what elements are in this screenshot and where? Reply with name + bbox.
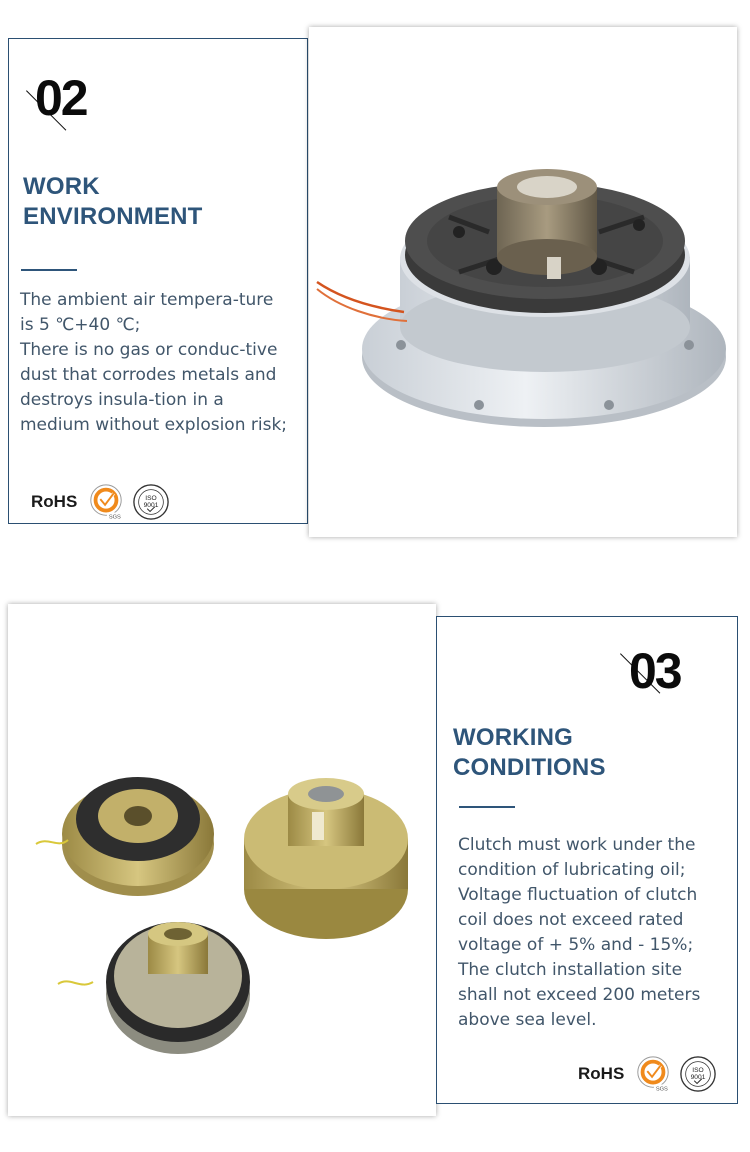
svg-text:ISO: ISO: [692, 1067, 705, 1075]
section-number: 02: [35, 70, 87, 126]
section-description: [458, 833, 726, 1033]
sgs-badge-icon: [87, 483, 125, 521]
clutch-product-photo: [309, 27, 737, 537]
electromagnetic-clutch-single: [309, 27, 737, 537]
sgs-badge-icon: [634, 1055, 672, 1093]
section-title-line2: CONDITIONS: [453, 754, 606, 781]
rohs-logo: RoHS: [31, 492, 78, 511]
certification-logos: [31, 483, 177, 521]
iso9001-seal-icon: [679, 1055, 717, 1093]
svg-text:9001: 9001: [690, 1073, 706, 1081]
svg-text:SGS: SGS: [109, 514, 122, 521]
title-underline: [21, 269, 77, 271]
electromagnetic-clutch-group: [8, 604, 436, 1116]
section-description: [20, 288, 292, 438]
section-title-line1: WORK: [23, 173, 100, 200]
section-title-line1: WORKING: [453, 724, 574, 751]
title-underline: [459, 806, 515, 808]
description-paragraph: Clutch must work under the condition of lubricating oil;: [458, 835, 696, 880]
section-number: 03: [629, 643, 681, 699]
svg-text:SGS: SGS: [656, 1086, 669, 1093]
section-title: [23, 172, 203, 232]
section-title-line2: ENVIRONMENT: [23, 203, 203, 230]
working-conditions-panel: [436, 616, 738, 1104]
iso9001-seal-icon: [132, 483, 170, 521]
certification-logos: [578, 1055, 724, 1093]
description-paragraph: Voltage fluctuation of clutch coil does not exceed rated voltage of + 5% and - 15%;: [458, 885, 698, 955]
svg-text:ISO: ISO: [145, 495, 158, 503]
description-paragraph: The ambient air tempera-ture is 5 ℃+40 ℃;: [20, 290, 274, 335]
svg-text:9001: 9001: [143, 501, 159, 509]
work-environment-panel: [8, 38, 308, 524]
description-paragraph: There is no gas or conduc-tive dust that corrodes metals and destroys insula-tion in a medium without explosion risk;: [20, 340, 288, 435]
section-title: [453, 723, 606, 783]
rohs-logo: RoHS: [578, 1064, 625, 1083]
clutch-group-photo: [8, 604, 436, 1116]
description-paragraph: The clutch installation site shall not exceed 200 meters above sea level.: [458, 960, 701, 1030]
